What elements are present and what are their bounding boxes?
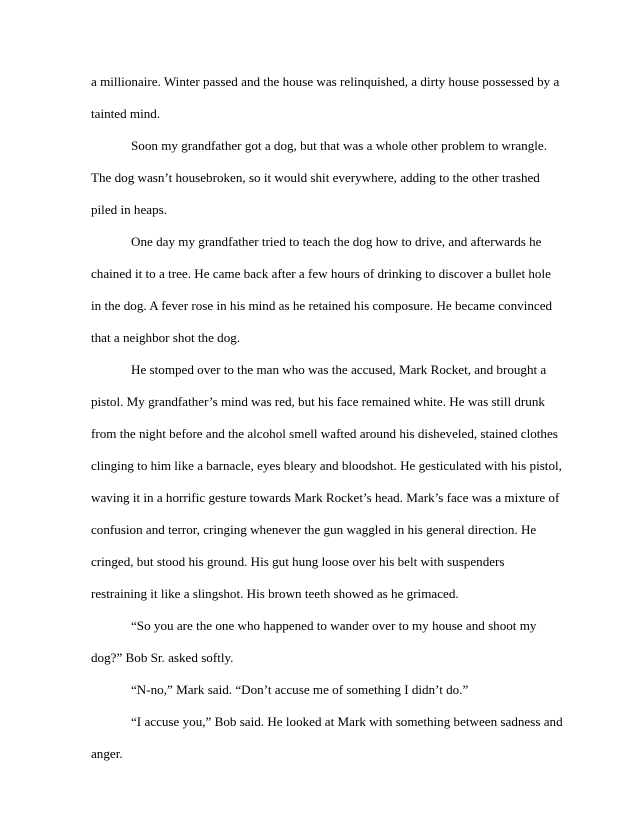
text-line: dog?” Bob Sr. asked softly.	[91, 650, 234, 665]
text-line: “N-no,” Mark said. “Don’t accuse me of something I didn’t do.”	[131, 682, 469, 697]
text-line: Soon my grandfather got a dog, but that was a whole other problem to wrangle.	[131, 138, 547, 153]
text-line: waving it in a horrific gesture towards Mark Rocket’s head. Mark’s face was a mixture of	[91, 490, 560, 505]
text-line: from the night before and the alcohol smell wafted around his disheveled, stained clothes	[91, 426, 558, 441]
text-line: that a neighbor shot the dog.	[91, 330, 241, 345]
text-line: clinging to him like a barnacle, eyes bleary and bloodshot. He gesticulated with his pistol,	[91, 458, 562, 473]
text-line: anger.	[91, 746, 123, 761]
text-line: pistol. My grandfather’s mind was red, but his face remained white. He was still drunk	[91, 394, 545, 409]
text-line: The dog wasn’t housebroken, so it would shit everywhere, adding to the other trashed	[91, 170, 540, 185]
text-line: confusion and terror, cringing whenever the gun waggled in his general direction. He	[91, 522, 537, 537]
text-line: One day my grandfather tried to teach the dog how to drive, and afterwards he	[131, 234, 542, 249]
text-line: piled in heaps.	[91, 202, 167, 217]
text-line: “So you are the one who happened to wander over to my house and shoot my	[131, 618, 537, 633]
text-line: a millionaire. Winter passed and the house was relinquished, a dirty house possessed by a	[91, 74, 560, 89]
text-line: in the dog. A fever rose in his mind as he retained his composure. He became convinced	[91, 298, 553, 313]
text-line: restraining it like a slingshot. His brown teeth showed as he grimaced.	[91, 586, 459, 601]
text-line: chained it to a tree. He came back after a few hours of drinking to discover a bullet hole	[91, 266, 551, 281]
text-line: tainted mind.	[91, 106, 161, 121]
text-line: He stomped over to the man who was the accused, Mark Rocket, and brought a	[131, 362, 547, 377]
text-line: “I accuse you,” Bob said. He looked at Mark with something between sadness and	[131, 714, 563, 729]
text-line: cringed, but stood his ground. His gut hung loose over his belt with suspenders	[91, 554, 505, 569]
